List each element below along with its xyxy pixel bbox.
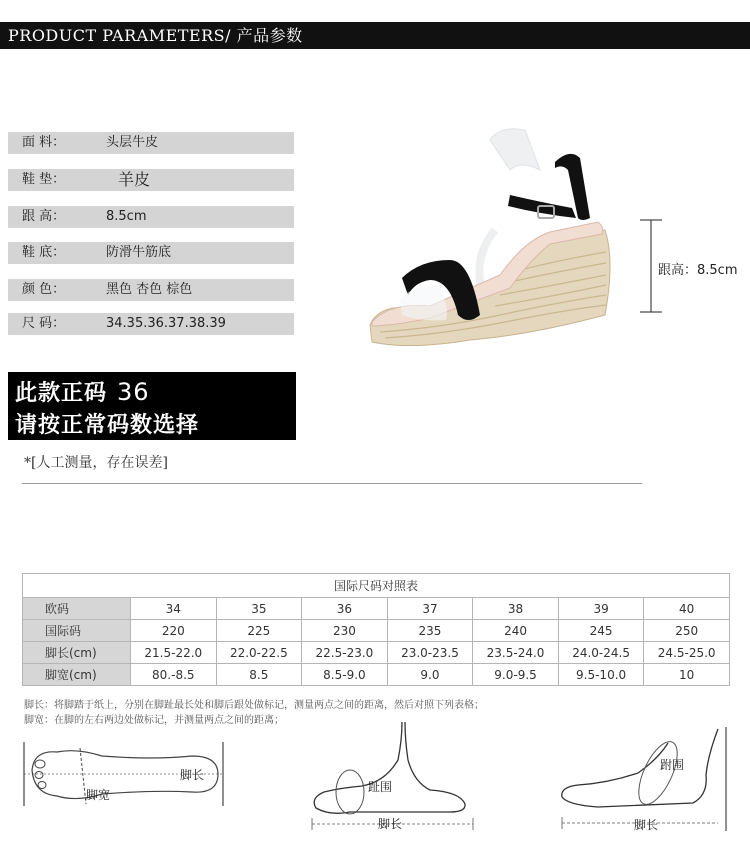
table-cell: 37 <box>387 598 473 620</box>
param-label: 颜 色： <box>22 282 66 297</box>
table-row <box>23 664 730 686</box>
side-length-label-2: 脚长 <box>634 818 659 832</box>
toe-girth-label: 趾围 <box>368 780 393 794</box>
foot-width-instruction: 脚宽：在脚的左右两边处做标记，并测量两点之间的距离； <box>24 715 284 726</box>
size-note-line2: 请按正常码数选择 <box>15 413 200 438</box>
sole-width-label: 脚宽 <box>86 788 111 802</box>
table-cell: 39 <box>558 598 644 620</box>
table-cell: 240 <box>473 620 559 642</box>
row-header: 欧码 <box>23 598 131 620</box>
sandal-product-image <box>350 110 630 370</box>
table-cell: 245 <box>558 620 644 642</box>
table-cell: 23.0-23.5 <box>387 642 473 664</box>
table-cell: 9.5-10.0 <box>558 664 644 686</box>
table-cell: 21.5-22.0 <box>131 642 217 664</box>
table-cell: 8.5 <box>216 664 302 686</box>
table-cell: 230 <box>302 620 388 642</box>
size-note-number: 36 <box>117 378 150 406</box>
table-cell: 80.-8.5 <box>131 664 217 686</box>
table-cell: 8.5-9.0 <box>302 664 388 686</box>
param-label: 鞋 垫： <box>22 172 66 187</box>
param-value: 黑色 杏色 棕色 <box>106 282 193 297</box>
param-label: 尺 码： <box>22 316 66 331</box>
table-cell: 9.0 <box>387 664 473 686</box>
table-row <box>23 620 730 642</box>
foot-length-instruction: 脚长：将脚踏于纸上，分别在脚趾最长处和脚后跟处做标记，测量两点之间的距离，然后对照下列表格； <box>24 700 484 711</box>
param-row-insole <box>8 169 294 191</box>
param-row-sole <box>8 242 294 264</box>
measurement-disclaimer: *[人工测量，存在误差] <box>24 455 168 471</box>
section-header: PRODUCT PARAMETERS/ 产品参数 <box>0 22 750 49</box>
table-cell: 40 <box>644 598 730 620</box>
table-cell: 35 <box>216 598 302 620</box>
param-row-sizes <box>8 313 294 335</box>
divider <box>22 483 642 484</box>
param-label: 鞋 底： <box>22 245 66 260</box>
size-note-text: 此款正码 <box>15 381 108 406</box>
table-cell: 36 <box>302 598 388 620</box>
size-recommendation-box <box>8 372 296 440</box>
table-cell: 22.0-22.5 <box>216 642 302 664</box>
param-label: 跟 高： <box>22 209 66 224</box>
table-cell: 23.5-24.0 <box>473 642 559 664</box>
table-cell: 24.5-25.0 <box>644 642 730 664</box>
param-value: 羊皮 <box>118 170 151 189</box>
table-cell: 10 <box>644 664 730 686</box>
table-row <box>23 642 730 664</box>
table-cell: 225 <box>216 620 302 642</box>
size-note-line1 <box>15 376 150 407</box>
table-cell: 38 <box>473 598 559 620</box>
param-row-material <box>8 132 294 154</box>
param-value: 8.5cm <box>106 209 147 224</box>
table-cell: 24.0-24.5 <box>558 642 644 664</box>
row-header: 国际码 <box>23 620 131 642</box>
size-chart-table <box>22 573 730 686</box>
param-value: 头层牛皮 <box>106 135 159 150</box>
table-title-row <box>23 574 730 598</box>
table-row <box>23 598 730 620</box>
table-cell: 250 <box>644 620 730 642</box>
table-cell: 22.5-23.0 <box>302 642 388 664</box>
table-cell: 34 <box>131 598 217 620</box>
instep-girth-label: 跗围 <box>660 758 685 772</box>
row-header: 脚宽(cm) <box>23 664 131 686</box>
sole-length-label: 脚长 <box>180 768 205 782</box>
table-cell: 9.0-9.5 <box>473 664 559 686</box>
param-row-colors <box>8 279 294 301</box>
table-cell: 220 <box>131 620 217 642</box>
param-row-heel-height <box>8 206 294 228</box>
table-cell: 235 <box>387 620 473 642</box>
side-length-label: 脚长 <box>378 817 403 831</box>
param-label: 面 料： <box>22 135 66 150</box>
param-value: 防滑牛筋底 <box>106 245 172 260</box>
heel-height-label: 跟高：8.5cm <box>658 263 738 278</box>
table-title: 国际尺码对照表 <box>23 574 730 598</box>
param-value: 34.35.36.37.38.39 <box>106 316 226 331</box>
row-header: 脚长(cm) <box>23 642 131 664</box>
